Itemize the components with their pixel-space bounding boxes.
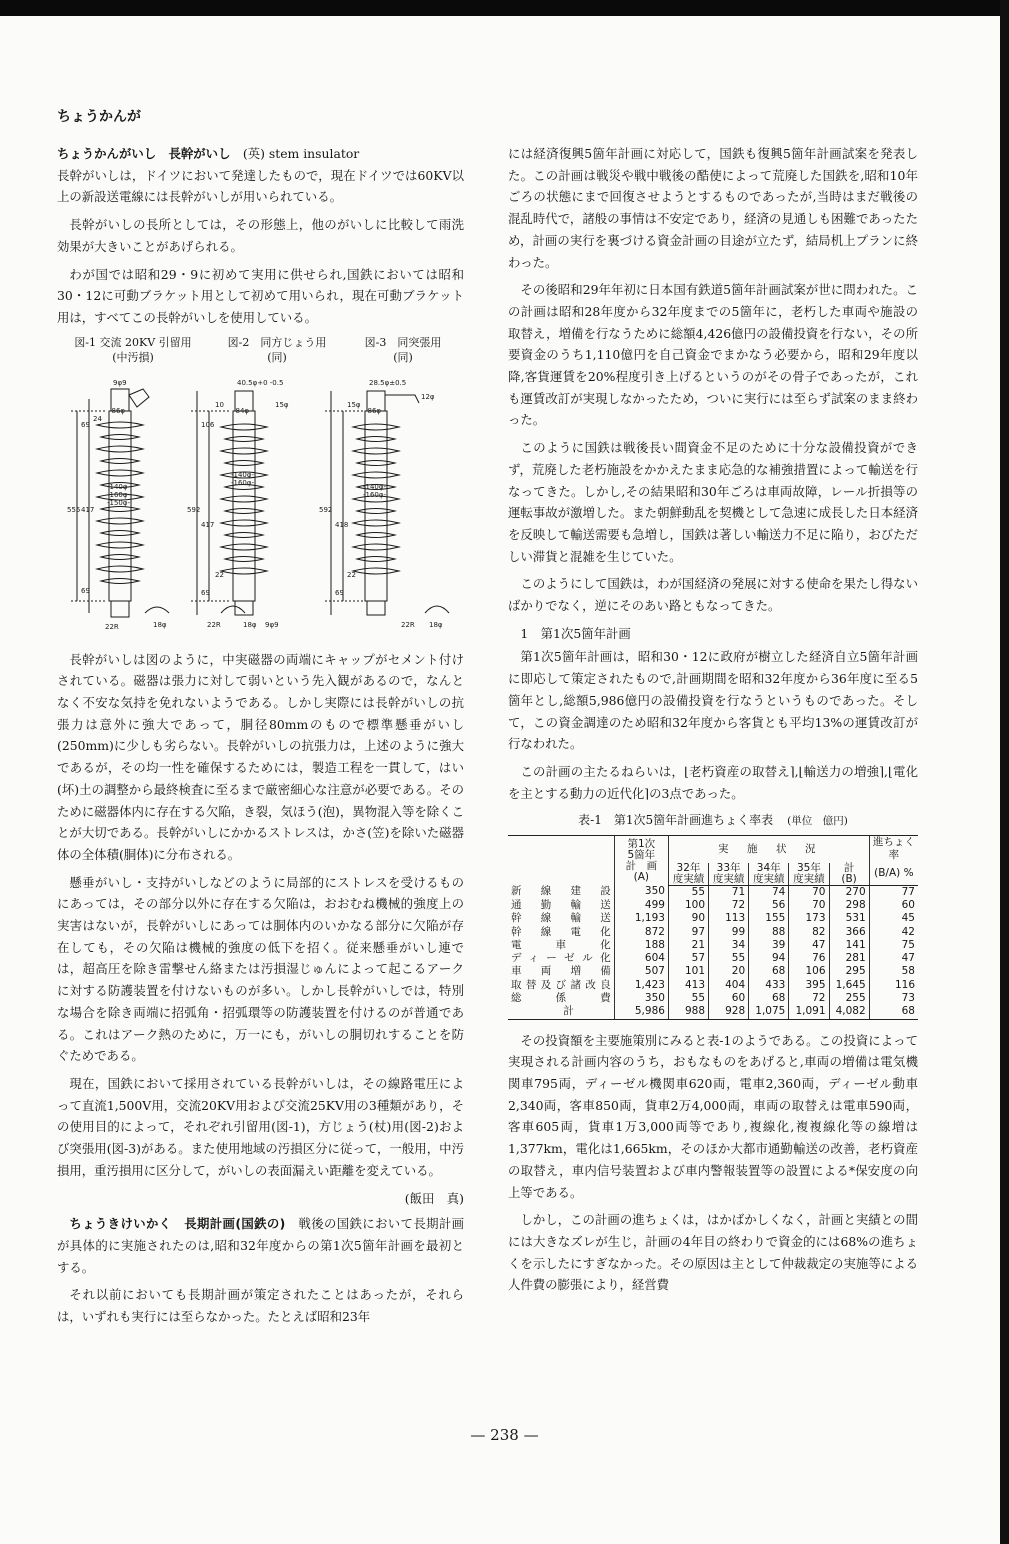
progress-table	[508, 835, 918, 1020]
cell: 68	[869, 1005, 918, 1019]
left-column	[57, 143, 464, 1334]
sheds-3	[353, 424, 399, 574]
paragraph: このように国鉄は戦後長い間資金不足のために十分な設備投資ができず，荒廃した老朽施設をかかえたまま応急的な補強措置によって輸送を行なってきた。しかし,その結果昭和30年ごろは車両故障，レール折損等の運転事故が激増した。また朝鮮動乱を契機として急速に成長した日本経済を反映して輸送需要も急増し，国鉄は著しい輸送力不足に陥り，おびただしい滞貨と混雑を生じていた。	[508, 440, 918, 564]
cell: 173	[789, 912, 829, 925]
ratio-label: (B/A)	[874, 867, 901, 880]
cell: 499	[614, 899, 668, 912]
figure-caption-1: 図-1 交流 20KV 引留用 (中汚損)	[74, 335, 192, 364]
table-header-item	[508, 836, 614, 886]
fig2-label: -160φ-	[231, 478, 255, 487]
cell: 188	[614, 939, 668, 952]
row-label: 通勤輸送	[511, 898, 611, 911]
table-unit: (単位 億円)	[787, 815, 848, 828]
paragraph: しかし，この計画の進ちょくは，はかばかしくなく，計画と実績との間には大きなズレが生じ，計画の4年目の終わりで資金的には68%の進ちょくを示したにすぎなかった。その原因は主として仲裁裁定の実施等による人件費の膨張により，経営費	[508, 1212, 918, 1293]
entry-english-term: (英) stem insulator	[242, 146, 360, 161]
cell: 101	[668, 965, 708, 978]
cell: 141	[829, 939, 869, 952]
cell: 68	[749, 965, 789, 978]
paragraph: 懸垂がいし・支持がいしなどのように局部的にストレスを受けるものにあっては，その部分以外に存在する欠陥は，おおむね機械的強度上の実害はないが，長幹がいしにあっては胴体内のいかなる部分に欠陥が存在しても，その欠陥は機械的強度の低下を招く。従来懸垂がいし連では，超高圧を除き雷撃せん絡または汚損湿じゅんによって起こるアークに対する防護装置を付けないものが多い。しかし長幹がいしでは，特別な場合を除き両端に招弧角・招弧環等の防護装置を付けるのが普通である。これはアーク熱のために，万一にも，がいしの胴切れすることを防ぐためである。	[57, 874, 464, 1064]
paragraph: 戦後の国鉄において長期計画が具体的に実施されたのは,昭和32年度からの第1次5箇年計画を最初とする。	[57, 1216, 465, 1275]
table-caption: 表-1 第1次5箇年計画進ちょく率表	[578, 813, 774, 828]
cell: 97	[668, 926, 708, 939]
paragraph: このようにして国鉄は，わが国経済の発展に対する使命を果たし得ないばかりでなく，逆にそのあい路ともなってきた。	[508, 576, 918, 614]
row-label: 計	[508, 1005, 614, 1019]
entry-heading-long-term-plan: ちょうきけいかく 長期計画(国鉄の)	[69, 1216, 286, 1232]
cell: 57	[668, 952, 708, 965]
cell: 55	[668, 885, 708, 899]
cell: 366	[829, 926, 869, 939]
percent-unit: %	[903, 867, 914, 880]
cell: 55	[709, 952, 749, 965]
fig2-label: 10	[215, 400, 224, 409]
fig1-label: -86φ-	[109, 406, 128, 415]
cell: 1,091	[789, 1005, 829, 1019]
entry-heading-stem-insulator: ちょうかんがいし 長幹がいし	[57, 146, 231, 161]
paragraph: 長幹がいしの長所としては，その形態上，他のがいしに比較して雨洗効果が大きいことがあげられる。	[57, 217, 464, 254]
paragraph: 長幹がいしは図のように，中実磁器の両端にキャップがセメント付けされている。磁器は張力に対して弱いという先入観があるので，なんとなく不安な気持を免れないようである。しかし実際には長幹がいしの抗張力は意外に強大であって，胴径80mmのもので標準懸垂がいし(250mm)に少しも劣らない。長幹がいしの抗張力は，上述のように強大であるが，その均一性を確保するためには，製造工程を一貫して，はい(坏)土の調整から最終検査に至るまで厳密細心な注意が必要である。そのために磁器体内に存在する欠陥，き裂，気ほう(泡)，異物混入等を除くことが大切である。長幹がいしにかかるストレスは，かさ(笠)を除いた磁器体の全体積(胴体)に分布される。	[57, 651, 464, 862]
row-label: 新線建設	[511, 885, 611, 898]
cell: 75	[869, 939, 918, 952]
figure-captions	[57, 335, 464, 375]
table-row	[508, 899, 918, 912]
cell: 76	[789, 952, 829, 965]
cell: 88	[749, 926, 789, 939]
cell: 928	[709, 1005, 749, 1019]
fig1-label: -160φ-	[107, 490, 131, 499]
cell: 94	[749, 952, 789, 965]
cell: 47	[789, 939, 829, 952]
fig2-label: 106	[201, 420, 215, 429]
cell: 116	[869, 979, 918, 992]
table-row	[508, 926, 918, 939]
fig3-label: -140φ-	[363, 482, 387, 491]
paragraph: わが国では昭和29・9に初めて実用に供せられ,国鉄においては昭和30・12に可動ブラケット用として初めて用いられ，現在可動ブラケット用は，すべてこの長幹がいしを使用している。	[57, 266, 464, 325]
fig3-label: 12φ	[421, 392, 435, 401]
cell: 60	[709, 992, 749, 1005]
cell: 988	[668, 1005, 708, 1019]
cell: 395	[789, 979, 829, 992]
table-row	[508, 992, 918, 1005]
fig3-label: -160φ-	[363, 490, 387, 499]
cell: 872	[614, 926, 668, 939]
cell: 5,986	[614, 1005, 668, 1019]
table-row	[508, 939, 918, 952]
table-header-year: 33年 度実績	[709, 863, 749, 886]
table-header-progress: 進ちょく率	[869, 836, 918, 863]
fig2-label: 9φ9	[265, 620, 279, 629]
fig1-label: 9φ9	[113, 378, 127, 387]
scan-top-border	[0, 0, 1009, 16]
fig1-label: 69	[81, 420, 90, 429]
table-header-plan: 第1次 5箇年 計 画 (A)	[614, 836, 668, 886]
cell: 73	[869, 992, 918, 1005]
row-label: 車両増備	[511, 965, 611, 978]
running-head: ちょうかんが	[57, 109, 141, 125]
table-header-total: 計 (B)	[829, 863, 869, 886]
fig1-label: 69	[81, 586, 90, 595]
paragraph: には経済復興5箇年計画に対応して，国鉄も復興5箇年計画試案を発表した。この計画は戦災や戦中戦後の酷使によって荒廃した国鉄を,昭和10年ごろの状態にまで回復させようとするものであったが,当時はまだ戦後の混乱時代で，諸般の事情は不安定であり，経済の見通しも困難であったため，計画の実行を裏づける資金計画の目途が立たず，結局机上プランに終わった。	[508, 146, 918, 270]
cell: 71	[709, 885, 749, 899]
cell: 1,645	[829, 979, 869, 992]
cell: 74	[749, 885, 789, 899]
cell: 350	[614, 885, 668, 899]
cell: 604	[614, 952, 668, 965]
cell: 155	[749, 912, 789, 925]
cell: 39	[749, 939, 789, 952]
cell: 45	[869, 912, 918, 925]
paragraph: それ以前においても長期計画が策定されたことはあったが，それらは，いずれも実行には至らなかった。たとえば昭和23年	[57, 1287, 464, 1325]
figure-caption-2: 図-2 同方じょう用 (同)	[227, 335, 327, 364]
row-label: ディーゼル化	[511, 952, 611, 965]
fig2-label: -140φ-	[231, 470, 255, 479]
cell: 433	[749, 979, 789, 992]
cell: 55	[668, 992, 708, 1005]
table-header-year: 32年 度実績	[668, 863, 708, 886]
cell: 350	[614, 992, 668, 1005]
row-label: 取替及び諸改良	[511, 978, 611, 991]
cell: 42	[869, 926, 918, 939]
table-row	[508, 965, 918, 978]
cell: 106	[789, 965, 829, 978]
cell: 82	[789, 926, 829, 939]
paragraph: その投資額を主要施策別にみると表-1のようである。この投資によって実現される計画内容のうち，おもなものをあげると,車両の増備は電気機関車795両，ディーゼル機関車620両，電車2,360両，ディーゼル動車2,340両，客車850両，貨車2万4,000両，車両の取替えは電車590両，客車605両，貨車1万3,000両等であり,複線化,複複線化等の線増は1,377km，電化は1,665km，そのほか大都市通勤輸送の改善，老朽資産の取替え，車内信号装置および車内警報装置等の設置による*保安度の向上等である。	[508, 1032, 918, 1200]
cell: 68	[749, 992, 789, 1005]
fig3-label: 418	[335, 520, 349, 529]
cell: 77	[869, 885, 918, 899]
cell: 1,193	[614, 912, 668, 925]
cell: 99	[709, 926, 749, 939]
page-number: — 238 —	[470, 1426, 539, 1444]
table-row	[508, 885, 918, 899]
sheds-2	[221, 424, 267, 574]
fig2-label: 22	[215, 570, 224, 579]
right-column	[508, 143, 918, 1302]
cell: 34	[709, 939, 749, 952]
row-label: 総係費	[511, 992, 611, 1005]
fig2-label: 15φ	[275, 400, 289, 409]
cell: 56	[749, 899, 789, 912]
figure-caption-3: 図-3 同突張用 (同)	[364, 335, 442, 364]
cell: 72	[789, 992, 829, 1005]
cell: 255	[829, 992, 869, 1005]
cell: 60	[869, 899, 918, 912]
stem-insulator-drawings	[57, 377, 464, 635]
fig2-label: 417	[201, 520, 215, 529]
paragraph: 第1次5箇年計画は，昭和30・12に政府が樹立した経済自立5箇年計画に即応して策定されたもので,計画期間を昭和32年度から36年度に至る5箇年とし,総額5,986億円の設備投資を行なうというものであった。そして，この資金調達のため昭和32年度から客貨とも平均13%の運賃改訂が行なわれた。	[508, 649, 918, 752]
cell: 270	[829, 885, 869, 899]
row-label: 電車化	[511, 938, 611, 951]
fig2-label: 22R	[207, 620, 221, 629]
cell: 1,423	[614, 979, 668, 992]
cell: 298	[829, 899, 869, 912]
paragraph: この計画の主たるねらいは，⌊老朽資産の取替え⌉,⌊輸送力の増強⌉,⌊電化を主とする動力の近代化⌉の3点であった。	[508, 763, 918, 801]
fig1-label: 417	[81, 505, 95, 514]
cell: 20	[709, 965, 749, 978]
cell: 100	[668, 899, 708, 912]
cell: 531	[829, 912, 869, 925]
insulator-drawing-3	[325, 391, 449, 615]
fig3-label: 592	[319, 505, 333, 514]
cell: 295	[829, 965, 869, 978]
fig2-label: 69	[201, 588, 210, 597]
fig2-label: -84φ-	[233, 406, 252, 415]
fig1-label: 18φ	[153, 620, 167, 629]
fig2-label: 40.5φ+0 -0.5	[237, 378, 284, 387]
cell: 413	[668, 979, 708, 992]
fig3-label: 15φ	[347, 400, 361, 409]
fig2-label: 592	[187, 505, 201, 514]
cell: 1,075	[749, 1005, 789, 1019]
cell: 4,082	[829, 1005, 869, 1019]
author-signature: (飯田 真)	[404, 1190, 464, 1206]
table-header-year: 35年 度実績	[789, 863, 829, 886]
fig3-label: 22R	[401, 620, 415, 629]
fig1-label: -140φ-	[107, 482, 131, 491]
table-header-ratio	[869, 863, 918, 886]
fig3-label: 18φ	[429, 620, 443, 629]
cell: 404	[709, 979, 749, 992]
fig1-label: 22R	[105, 622, 119, 631]
cell: 47	[869, 952, 918, 965]
row-label: 幹線電化	[511, 925, 611, 938]
table-row	[508, 912, 918, 925]
cell: 70	[789, 899, 829, 912]
paragraph: 現在，国鉄において採用されている長幹がいしは，その線路電圧によって直流1,500V用，交流20KV用および交流25KV用の3種類があり，その使用目的によって，それぞれ引留用(図-1)，方じょう(杖)用(図-2)および突張用(図-3)がある。また使用地域の汚損区分に従って，一般用，中汚損用，重汚損用に区分して，がいしの表面漏えい距離を変えている。	[57, 1075, 464, 1178]
cell: 281	[829, 952, 869, 965]
scan-right-border	[1000, 0, 1009, 1544]
paragraph: 長幹がいしは，ドイツにおいて発達したもので，現在ドイツでは60KV以上の新設送電線には長幹がいしが用いられている。	[57, 167, 464, 205]
fig3-label: -86φ-	[365, 406, 384, 415]
fig2-label: 18φ	[243, 620, 257, 629]
fig1-label: 24	[93, 414, 102, 423]
row-label: 幹線輸送	[511, 912, 611, 925]
cell: 58	[869, 965, 918, 978]
cell: 72	[709, 899, 749, 912]
cell: 507	[614, 965, 668, 978]
fig1-label: 555	[67, 505, 81, 514]
table-row	[508, 979, 918, 992]
fig3-label: 22	[347, 570, 356, 579]
table-row	[508, 952, 918, 965]
section-heading: 1 第1次5箇年計画	[520, 625, 631, 641]
fig1-label: -150φ-	[107, 498, 131, 507]
fig3-label: 28.5φ±0.5	[369, 378, 407, 387]
entry-stem-insulator-intro	[57, 143, 464, 208]
table-header-year: 34年 度実績	[749, 863, 789, 886]
cell: 70	[789, 885, 829, 899]
cell: 21	[668, 939, 708, 952]
fig3-label: 69	[335, 588, 344, 597]
cell: 90	[668, 912, 708, 925]
cell: 113	[709, 912, 749, 925]
table-title	[508, 810, 918, 833]
paragraph: その後昭和29年年初に日本国有鉄道5箇年計画試案が世に問われた。この計画は昭和28年度から32年度までの5箇年に，老朽した車両や施設の取替え，増備を行なうために総額4,426億円の設備投資を行ない，その所要資金のうち1,110億円を自己資金でまかなう必要から，昭和29年度以降,客貨運賃を20%程度引き上げるというのがその骨子であったが，これも運賃改訂が実現しなかったため，ついに実行には至らず試案のまま終わった。	[508, 282, 918, 428]
table-header-actual: 実 施 状 況	[668, 836, 869, 863]
table-row-total	[508, 1005, 918, 1019]
entry-long-term-plan	[57, 1213, 464, 1278]
